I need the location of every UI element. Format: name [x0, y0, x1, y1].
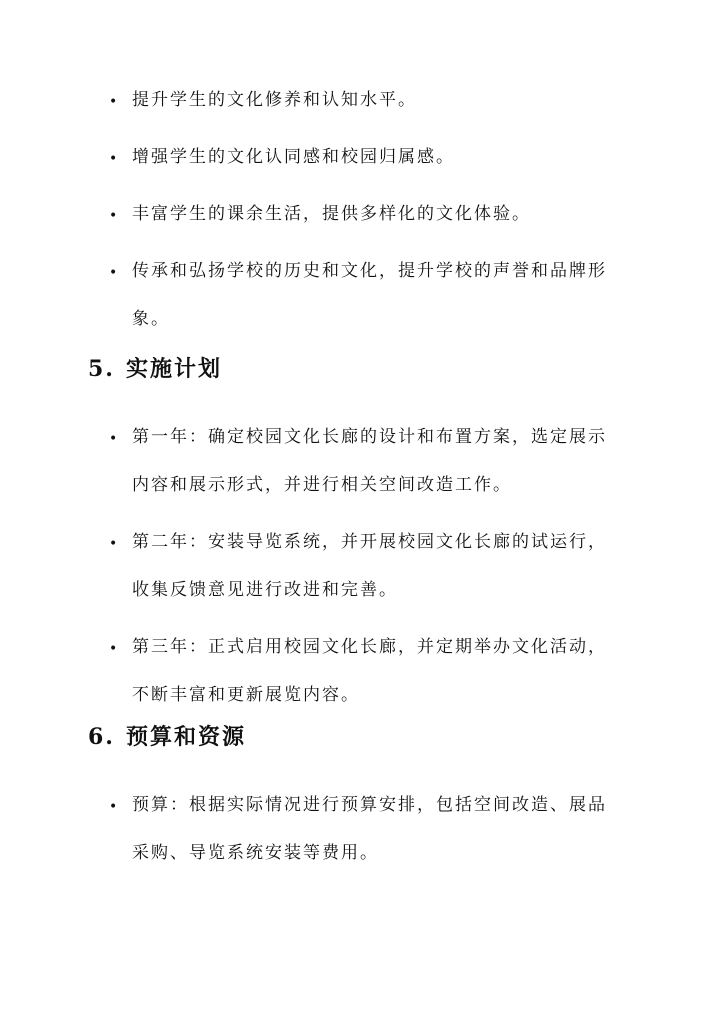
section-title: 实施计划: [126, 356, 223, 382]
section-6-heading: [88, 722, 246, 752]
bullet-icon: •: [109, 641, 120, 657]
section-4-list: [0, 76, 720, 343]
section-number: 5.: [88, 356, 115, 382]
bullet-icon: •: [109, 265, 120, 281]
list-item: [0, 133, 618, 181]
list-item-text: 预算：根据实际情况进行预算安排，包括空间改造、展品采购、导览系统安装等费用。: [132, 795, 607, 863]
bullet-icon: •: [109, 151, 120, 167]
list-item-text: 丰富学生的课余生活，提供多样化的文化体验。: [132, 204, 531, 224]
bullet-icon: •: [109, 208, 120, 224]
section-5-list: [0, 413, 720, 719]
list-item-text: 传承和弘扬学校的历史和文化，提升学校的声誉和品牌形象。: [132, 261, 607, 329]
section-title: 预算和资源: [126, 724, 247, 750]
bullet-icon: •: [109, 536, 120, 552]
section-6-list: [0, 781, 720, 877]
list-item-text: 第一年：确定校园文化长廊的设计和布置方案，选定展示内容和展示形式，并进行相关空间改造工作。: [132, 427, 607, 495]
list-item: [0, 247, 618, 343]
bullet-icon: •: [109, 94, 120, 110]
bullet-icon: •: [109, 431, 120, 447]
list-item-text: 提升学生的文化修养和认知水平。: [132, 90, 417, 110]
section-5-heading: [88, 354, 222, 384]
list-item: [0, 76, 618, 124]
list-item: [0, 623, 618, 719]
list-item-text: 第二年：安装导览系统，并开展校园文化长廊的试运行，收集反馈意见进行改进和完善。: [132, 532, 607, 600]
list-item: [0, 190, 618, 238]
list-item: [0, 413, 618, 509]
list-item: [0, 781, 618, 877]
bullet-icon: •: [109, 799, 120, 815]
list-item-text: 第三年：正式启用校园文化长廊，并定期举办文化活动，不断丰富和更新展览内容。: [132, 637, 607, 705]
list-item-text: 增强学生的文化认同感和校园归属感。: [132, 147, 455, 167]
list-item: [0, 518, 618, 614]
section-number: 6.: [88, 724, 115, 750]
